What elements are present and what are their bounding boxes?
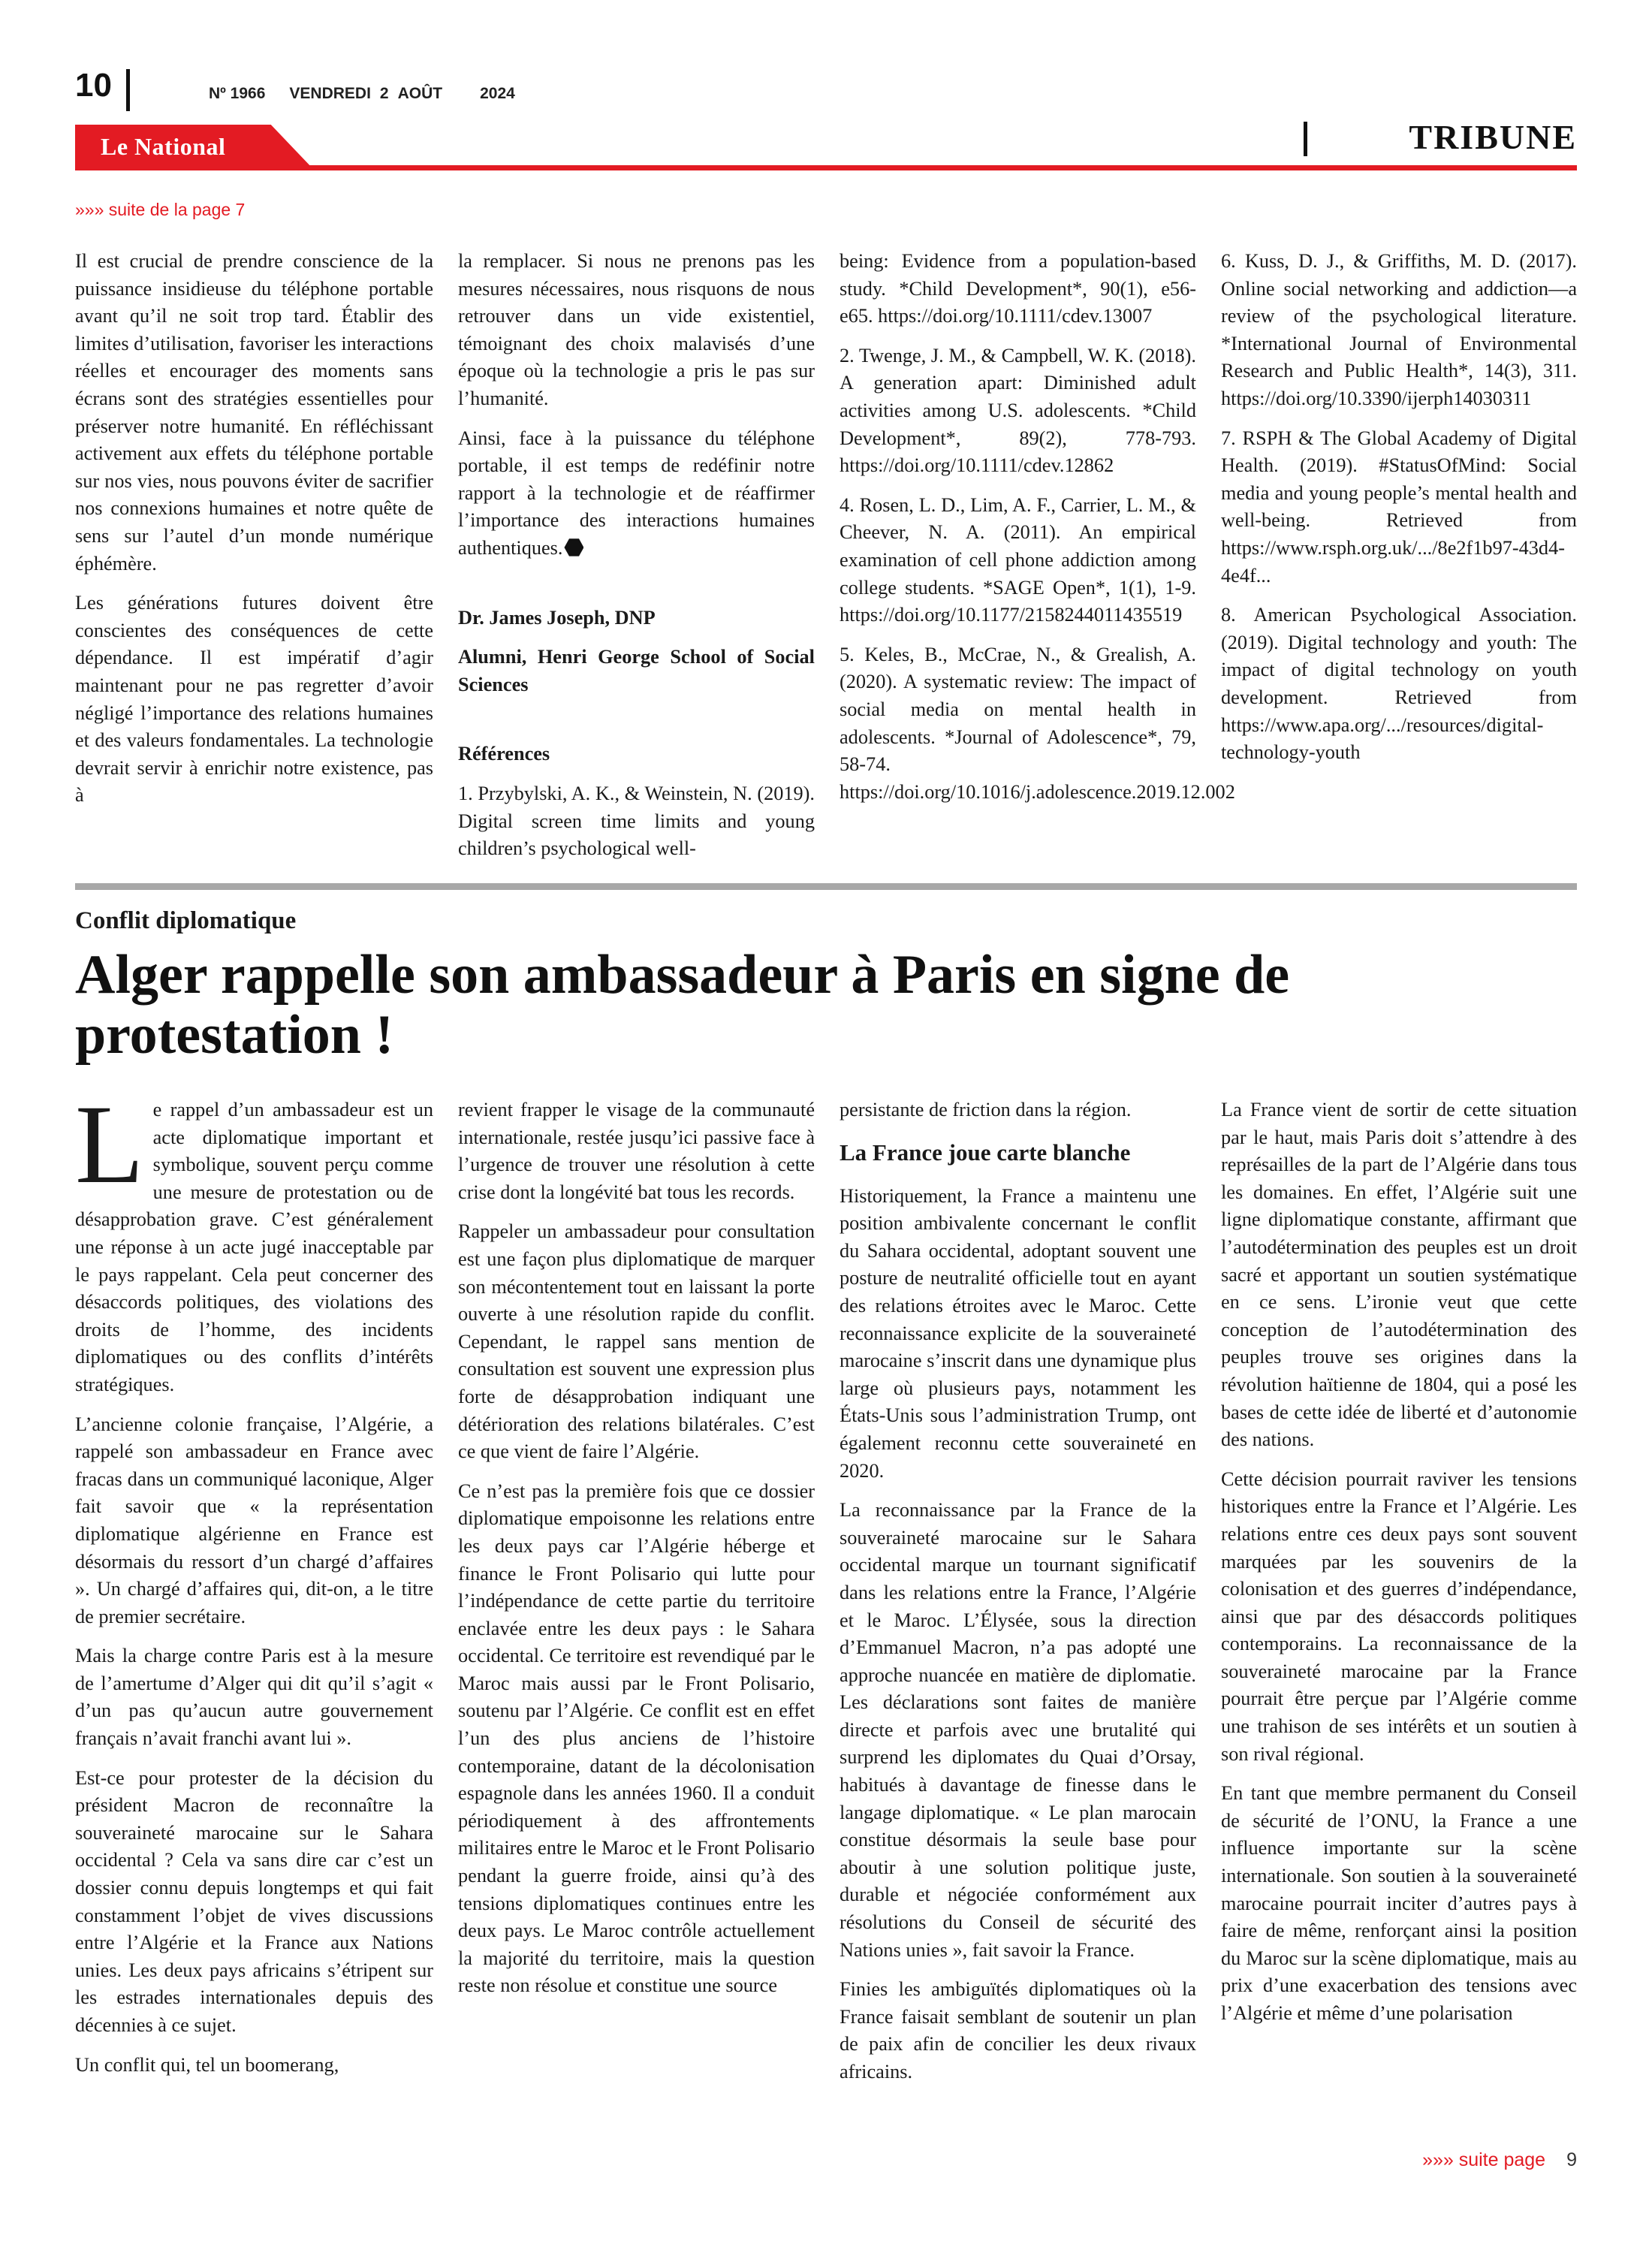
references-heading: Références [458, 743, 550, 765]
section-divider [1304, 122, 1307, 156]
section-divider-rule [75, 883, 1577, 890]
paragraph: Historiquement, la France a maintenu une position ambivalente concernant le conflit du Sahara occidental, adoptant souvent une posture de neutralité officielle tout en ayant des relations étroites avec le Maroc. Cette reconnaissance explicite de la souveraineté marocaine s’inscrit dans une dynamique plus large où plusieurs pays, notamment les États-Unis sous l’administration Trump, ont également reconnu cette souveraineté en 2020. [840, 1184, 1196, 1482]
paragraph: la remplacer. Si nous ne prenons pas les mesures nécessaires, nous risquons de nous retrouver dans un vide existentiel, témoignant des choix malavisés d’une époque où la technologie a pris le pas sur l’humanité. [458, 250, 815, 409]
continued-page-number: 9 [1566, 2149, 1577, 2170]
main-article-column-1 [75, 1082, 433, 2155]
paragraph-text: Ainsi, face à la puissance du téléphone portable, il est temps de redéfinir notre rapport à la technologie et de réaffirmer l’importance des interactions humaines authentiques. [458, 427, 815, 559]
page-number: 10 [75, 67, 112, 104]
paragraph: La reconnaissance par la France de la souveraineté marocaine sur le Sahara occidental marque un tournant significatif dans les relations entre la France, l’Algérie et le Maroc. L’Élysée, sous la direction d’Emmanuel Macron, n’a pas adopté une approche nuancée en matière de diplomatie. Les déclarations sont faites de manière directe et parfois avec une brutalité qui surprend les diplomates du Quai d’Orsay, habitués à davantage de finesse dans le langage diplomatique. « Le plan marocain constitue désormais la seule base pour aboutir à une solution politique juste, durable et négociée conformément aux résolutions du Conseil de sécurité des Nations unies », fait savoir la France. [840, 1499, 1196, 1961]
paragraph: L’ancienne colonie française, l’Algérie, a rappelé son ambassadeur en France avec fracas dans un communiqué laconique, Alger fait savoir que « la représentation diplomatique algérienne en France est désormais du ressort d’un chargé d’affaires ». Un chargé d’affaires qui, dit-on, a le titre de premier secrétaire. [75, 1413, 433, 1627]
author-affiliation: Alumni, Henri George School of Social Sciences [458, 646, 815, 695]
page-number-divider [126, 69, 130, 111]
main-article-column-3 [840, 1096, 1196, 2155]
paragraph: Cette décision pourrait raviver les tensions historiques entre la France et l’Algérie. Les relations entre ces deux pays sont souvent marquées par les souvenirs de la colonisation et des guerres d’indépendance, ainsi que par des désaccords politiques contemporains. La reconnaissance de la souveraineté marocaine par la France pourrait être perçue par l’Algérie comme une trahison de ses intérêts et un soutien à son rival régional. [1221, 1467, 1577, 1765]
reference-item: 6. Kuss, D. J., & Griffiths, M. D. (2017). Online social networking and addiction—a review of the psychological literature. *International Journal of Environmental Research and Public Health*, 14(3), 311. https://doi.org/10.3390/ijerph14030311 [1221, 250, 1577, 409]
article-headline: Alger rappelle son ambassadeur à Paris en signe de protestation ! [75, 944, 1290, 1066]
top-article-column-1 [75, 248, 433, 864]
lead-text: e rappel d’un ambassadeur est un acte diplomatique important et symbolique, souvent perçu comme une mesure de protestation ou de désapprobation grave. C’est généralement une réponse à un acte jugé inacceptable par le pays rappelant. Cela peut concerner des désaccords politiques, des violations des droits de l’homme, des incidents diplomatiques ou des conflits d’intérêts stratégiques. [75, 1099, 433, 1395]
reference-item: 8. American Psychological Association. (2019). Digital technology and youth: The impact of digital technology on youth development. Retrieved from https://www.apa.org/.../resources/digital-technology-youth [1221, 604, 1577, 764]
issue-info [209, 86, 515, 101]
continued-from-link[interactable]: »»» suite de la page 7 [75, 200, 246, 219]
paragraph: Mais la charge contre Paris est à la mesure de l’amertume d’Alger qui dit qu’il s’agit « d’un pas qu’aucun autre gouvernement français n’avait franchi avant lui ». [75, 1645, 433, 1750]
issue-month: AOÛT [397, 85, 443, 102]
paragraph: Il est crucial de prendre conscience de la puissance insidieuse du téléphone portable avant qu’il ne soit trop tard. Établir des limites d’utilisation, favoriser les interactions réelles et encourager des moments sans écrans sont des stratégies essentielles pour préserver notre humanité. En réfléchissant activement aux effets du téléphone portable sur nos vies, nous pouvons éviter de sacrifier nos connexions humaines et notre quête de sens sur l’autel d’un monde numérique éphémère. [75, 250, 433, 575]
top-article-column-3 [840, 248, 1235, 864]
paragraph: Ce n’est pas la première fois que ce dossier diplomatique empoisonne les relations entre les deux pays car l’Algérie héberge et finance le Front Polisario qui lutte pour l’indépendance de cette partie du territoire enclavée entre les deux pays : le Sahara occidental. Ce territoire est revendiqué par le Maroc mais aussi par le Front Polisario, soutenu par l’Algérie. Ce conflit est en effet l’un des plus anciens de l’histoire contemporaine, datant de la décolonisation espagnole dans les années 1960. Il a conduit périodiquement à des affrontements militaires entre le Maroc et le Front Polisario pendant la guerre froide, ainsi qu’à des tensions diplomatiques continues entre les deux pays. Le Maroc contrôle actuellement la majorité du territoire, mais la question reste non résolue et constitue une source [458, 1479, 815, 1997]
main-article-column-2 [458, 1096, 815, 2155]
reference-item: 5. Keles, B., McCrae, N., & Grealish, A. (2020). A systematic review: The impact of social media on mental health in adolescents. *Journal of Adolescence*, 79, 58-74. https://doi.org/10.1016/j.adolescence.2019.12.002 [840, 643, 1235, 803]
issue-day: VENDREDI [289, 85, 371, 102]
issue-year: 2024 [480, 85, 515, 102]
section-title: TRIBUNE [1409, 118, 1577, 156]
top-article-column-2 [458, 248, 815, 864]
article-subheading: La France joue carte blanche [840, 1139, 1131, 1166]
author-name: Dr. James Joseph, DNP [458, 606, 656, 629]
issue-date-day: 2 [379, 85, 389, 102]
paragraph: Est-ce pour protester de la décision du président Macron de reconnaître la souveraineté marocaine sur le Sahara occidental ? Cela va sans dire car c’est un dossier connu depuis longtemps et qui fait constamment l’objet de vives discussions entre l’Algérie et la France aux Nations unies. Les deux pays africains s’étripent sur les estrades internationales depuis des décennies à ce sujet. [75, 1766, 433, 2036]
paragraph: Finies les ambiguïtés diplomatiques où la France faisait semblant de soutenir un plan de paix afin de concilier les deux rivaux africains. [840, 1978, 1196, 2083]
issue-number: Nº 1966 [209, 85, 266, 102]
article-kicker: Conflit diplomatique [75, 907, 297, 934]
continued-on-link[interactable] [1422, 2149, 1577, 2171]
reference-item: 7. RSPH & The Global Academy of Digital Health. (2019). #StatusOfMind: Social media and young people’s mental health and well-being. Retrieved from https://www.rsph.org.uk/.../8e2f1b97-43d4-4e4f... [1221, 427, 1577, 587]
top-article-column-4 [1221, 248, 1577, 864]
reference-item: 1. Przybylski, A. K., & Weinstein, N. (2019). Digital screen time limits and young children’s psychological well- [458, 782, 815, 860]
paragraph: Un conflit qui, tel un boomerang, [75, 2053, 339, 2076]
end-of-article-icon [564, 538, 583, 557]
brand-logo-text: Le National [101, 133, 226, 160]
paragraph: persistante de friction dans la région. [840, 1099, 1132, 1120]
reference-item: being: Evidence from a population-based study. *Child Development*, 90(1), e56-e65. https://doi.org/10.1111/cdev.13007 [840, 250, 1196, 327]
paragraph: La France vient de sortir de cette situation par le haut, mais Paris doit s’attendre à des représailles de la part de l’Algérie dans tous les domaines. En effet, l’Algérie suit une ligne diplomatique constante, affirmant que l’autodétermination des peuples est un droit sacré et apportant un soutien systématique en ce sens. L’ironie veut que cette conception de l’autodétermination des peuples trouve ses origines dans la révolution haïtienne de 1804, qui a posé les bases de cette idée de liberté et d’autonomie des nations. [1221, 1099, 1577, 1451]
drop-cap: L [75, 1082, 144, 1207]
main-article-column-4 [1221, 1096, 1577, 2155]
header-rule [75, 165, 1577, 170]
reference-item: 2. Twenge, J. M., & Campbell, W. K. (2018). A generation apart: Diminished adult activities among U.S. adolescents. *Child Development*, 89(2), 778-793. https://doi.org/10.1111/cdev.12862 [840, 344, 1196, 477]
lead-paragraph [75, 1082, 433, 1399]
paragraph: Les générations futures doivent être conscientes des conséquences de cette dépendance. Il est impératif d’agir maintenant pour ne pas regretter d’avoir négligé l’importance des relations humaines et des valeurs fondamentales. La technologie devrait servir à enrichir notre existence, pas à [75, 592, 433, 807]
paragraph: Rappeler un ambassadeur pour consultation est une façon plus diplomatique de marquer son mécontentement tout en laissant la porte ouverte à une résolution rapide du conflit. Cependant, le rappel sans mention de consultation est souvent une expression plus forte de désapprobation indiquant une détérioration des relations bilatérales. C’est ce que vient de faire l’Algérie. [458, 1220, 815, 1463]
reference-item: 4. Rosen, L. D., Lim, A. F., Carrier, L. M., & Cheever, N. A. (2011). An empirical examination of cell phone addiction among college students. *SAGE Open*, 1(1), 1-9. https://doi.org/10.1177/2158244011435519 [840, 493, 1196, 626]
paragraph: En tant que membre permanent du Conseil de sécurité de l’ONU, la France a une influence importante sur la scène internationale. Son soutien à la souveraineté marocaine pourrait inciter d’autres pays à faire de même, renforçant ainsi la position du Maroc sur la scène diplomatique, mais au prix d’une exacerbation des tensions avec l’Algérie et même d’une polarisation [1221, 1782, 1577, 2024]
paragraph: revient frapper le visage de la communauté internationale, restée jusqu’ici passive face à l’urgence de trouver une résolution à cette crise dont la longévité bat tous les records. [458, 1099, 815, 1203]
continued-label: »»» suite page [1422, 2149, 1546, 2170]
paragraph [458, 425, 815, 562]
